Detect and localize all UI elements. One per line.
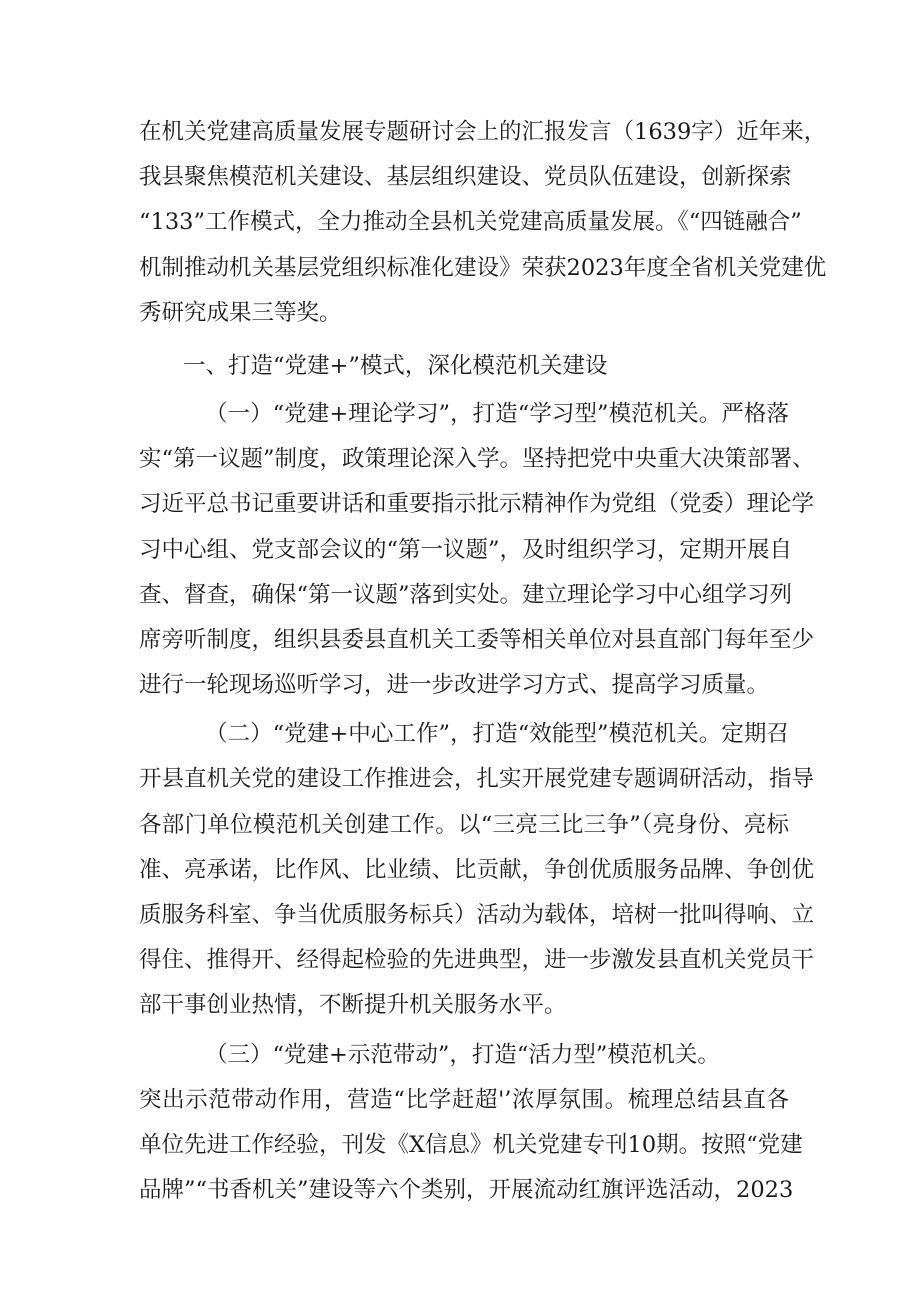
paragraph-line: “133”工作模式，全力推动全县机关党建高质量发展。《“四链融合” [139, 209, 802, 236]
document-body [139, 110, 827, 1213]
subsection-first-line: （一）“党建+理论学习”，打造“学习型”模范机关。严格落 [205, 400, 789, 427]
paragraph-line: 部干事创业热情，不断提升机关服务水平。 [139, 992, 567, 1019]
subsection-first-line: （二）“党建+中心工作”，打造“效能型”模范机关。定期召 [205, 721, 789, 748]
paragraph-line: 实“第一议题”制度，政策理论深入学。坚持把党中央重大决策部署、 [139, 446, 815, 473]
paragraph-line: 在机关党建高质量发展专题研讨会上的汇报发言（1639字）近年来， [139, 119, 827, 145]
paragraph-line: 突出示范带动作用，营造“比学赶超'’浓厚氛围。梳理总结县直各 [139, 1086, 789, 1113]
paragraph-line: 习中心组、党支部会议的“第一议题”，及时组织学习，定期开展自 [139, 536, 793, 563]
paragraph-line: 得住、推得开、经得起检验的先进典型，进一步激发县直机关党员干 [139, 947, 815, 974]
paragraph-line: 机制推动机关基层党组织标准化建设》荣获2023年度全省机关党建优 [139, 254, 827, 281]
paragraph-line: 我县聚焦模范机关建设、基层组织建设、党员队伍建设，创新探索 [139, 164, 792, 191]
paragraph-line: 习近平总书记重要讲话和重要指示批示精神作为党组（党委）理论学 [139, 491, 815, 518]
paragraph-line: 质服务科室、争当优质服务标兵）活动为载体，培树一批叫得响、立 [139, 902, 815, 928]
paragraph-line: 各部门单位模范机关创建工作。以“三亮三比三争”（亮身份、亮标 [139, 811, 789, 838]
paragraph-line: 进行一轮现场巡听学习，进一步改进学习方式、提高学习质量。 [139, 672, 770, 699]
paragraph-line: 席旁听制度，组织县委县直机关工委等相关单位对县直部门每年至少 [139, 626, 815, 653]
paragraph-line: 单位先进工作经验，刊发《X信息》机关党建专刊10期。按照“党建 [139, 1131, 803, 1158]
paragraph-line: 秀研究成果三等奖。 [139, 299, 342, 326]
paragraph-line: 品牌”“书香机关”建设等六个类别，开展流动红旗评选活动，2023 [139, 1177, 794, 1204]
paragraph-line: 查、督查，确保“第一议题”落到实处。建立理论学习中心组学习列 [139, 581, 793, 608]
paragraph-line: 准、亮承诺，比作风、比业绩、比贡献，争创优质服务品牌、争创优 [139, 856, 815, 883]
subsection-first-line: （三）“党建+示范带动”，打造“活力型”模范机关。 [205, 1041, 720, 1068]
section-heading: 一、打造“党建+”模式，深化模范机关建设 [183, 352, 608, 379]
paragraph-line: 开县直机关党的建设工作推进会，扎实开展党建专题调研活动，指导 [139, 766, 815, 793]
